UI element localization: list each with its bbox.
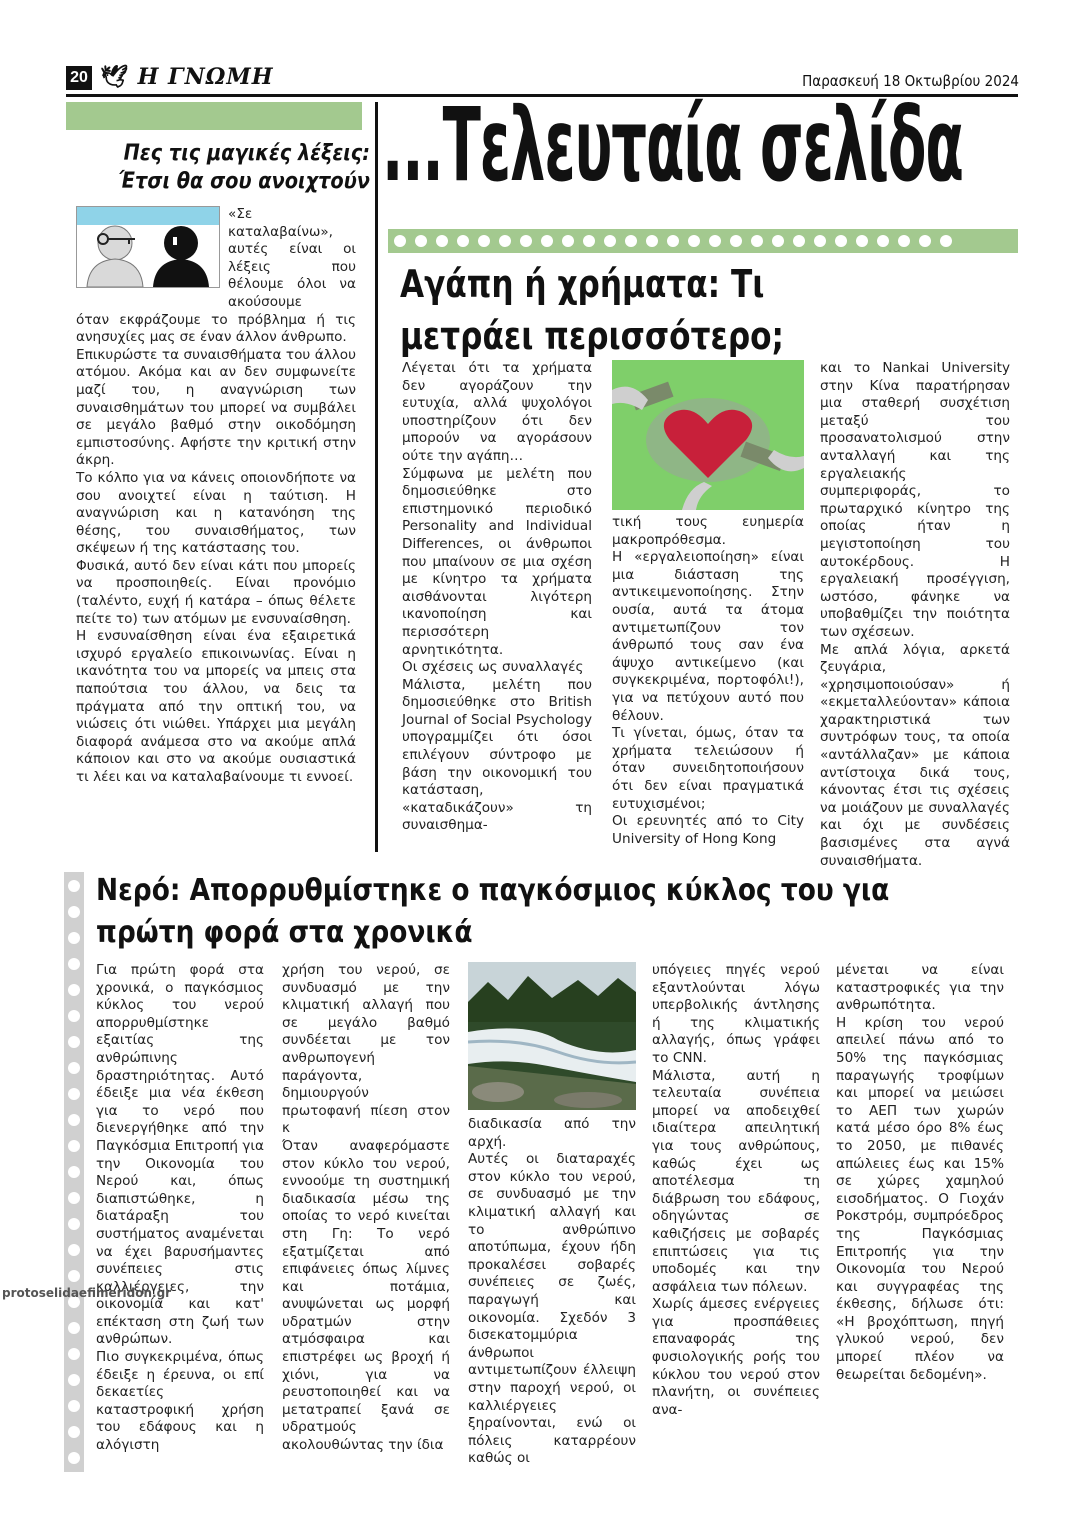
article2-paragraph: Λέγεται ότι τα χρήματα δεν αγοράζουν την ευτυχία, αλλά ψυχολόγοι υποστηρίζουν ότι δεν μπορούν να αγοράσουν ούτε την αγάπη… <box>402 360 592 464</box>
issue-date: Παρασκευή 18 Οκτωβρίου 2024 <box>802 72 1019 90</box>
article3-title-line2: πρώτη φορά στα χρονικά <box>96 915 473 950</box>
article3-col5 <box>836 962 1004 1384</box>
article1-green-bar <box>66 102 362 130</box>
article1-paragraph: Η ενσυναίσθηση είναι ένα εξαιρετικά ισχυρό εργαλείο επικοινωνίας. Είναι η ικανότητα του να μπορείς να μπεις στα παπούτσια του άλλου, να δεις τα πράγματα από την οπτική του, να νιώσεις ότι νιώθει. Υπάρχει μια μεγάλη διαφορά ανάμεσα στο να ακούμε απλά κάποιον και στο να ακούμε ουσιαστικά τι λέει και να καταλαβαίνουμε τι εννοεί. <box>76 628 356 785</box>
article1-paragraph: Φυσικά, αυτό δεν είναι κάτι που μπορείς να προσποιηθείς. Είναι προνόμιο (ταλέντο, ευχή ή κατάρα – όπως θέλετε πείτε το) των ατόμων με ενσυναίσθηση. <box>76 557 356 627</box>
article3-title-line1: Νερό: Απορρυθμίστηκε ο παγκόσμιος κύκλος του για <box>96 873 890 908</box>
article1-title-line1: Πες τις μαγικές λέξεις: <box>123 141 370 166</box>
article2-col3 <box>820 360 1010 870</box>
article3-paragraph: Η κρίση του νερού απειλεί πάνω από το 50% της παγκόσμιας παραγωγής τροφίμων και μπορεί να μειώσει το ΑΕΠ των χωρών κατά μέσο όρο 8% έως το 2050, με πιθανές απώλειες έως και 15% σε χώρες χαμηλού εισοδήματος. Ο Γιοχάν Ροκστρόμ, συμπρόεδρος της Παγκόσμιας Επιτροπής για την Οικονομία του Νερού και συγγραφέας της έκθεσης, δήλωσε ότι: «Η βροχόπτωση, πηγή γλυκού νερού, δεν μπορεί πλέον να θεωρείται δεδομένη». <box>836 1014 1004 1383</box>
article3-paragraph: Χωρίς άμεσες ενέργειες για προσπάθειες επαναφοράς της φυσιολογικής ροής του κύκλου του νερού στον πλανήτη, οι συνέπειες ανα- <box>652 1296 820 1418</box>
article3-paragraph: Αυτές οι διαταραχές στον κύκλο του νερού, σε συνδυασμό με την κλιματική αλλαγή και το ανθρώπινο αποτύπωμα, έχουν ήδη προκαλέσει σοβαρές συνέπειες σε ζωές, παραγωγή και οικονομία. Σχεδόν 3 δισεκατομμύρια άνθρωποι αντιμετωπίζουν έλλειψη στην παροχή νερού, οι καλλιέργειες ξηραίνονται, ενώ οι πόλεις καταρρέουν καθώς οι <box>468 1151 636 1467</box>
article3-paragraph: Όταν αναφερόμαστε στον κύκλο του νερού, εννοούμε τη συστημική διαδικασία μέσω της οποίας το νερό κινείται στη Γη: Το νερό εξατμίζεται από επιφάνειες όπως λίμνες και ποτάμια, ανυψώνεται ως μορφή υδρατμών στην ατμόσφαιρα και επιστρέφει ως βροχή ή χιόνι, για να ρευστοποιηθεί και να μετατραπεί ξανά σε υδρατμούς ακολουθώντας την ίδια <box>282 1137 450 1454</box>
article3-paragraph: διαδικασία από την αρχή. <box>468 1116 636 1150</box>
article3-paragraph: μένεται να είναι καταστροφικές για την ανθρωπότητα. <box>836 962 1004 1014</box>
column-divider <box>375 102 378 852</box>
article1-title-line2: Έτσι θα σου ανοιχτούν <box>118 169 370 194</box>
article2-paragraph: Η «εργαλειοποίηση» είναι μια διάσταση της αντικειμενοποίησης. Στην ουσία, αυτά τα άτομα αντιμετωπίζουν τον άνθρωπό τους σαν ένα άψυχο αντικείμενο (και συγκεκριμένα, πορτοφόλι!), για να πετύχουν αυτό που θέλουν. <box>612 549 804 724</box>
article2-paragraph: Μάλιστα, μελέτη που δημοσιεύθηκε στο British Journal of Social Psychology υπογραμμίζει ότι όσοι επιλέγουν σύντροφο με βάση την οικονομική του κατάσταση, «καταδικάζουν» τη συναισθημα- <box>402 676 592 834</box>
watermark: protoselidaefimeridon.gr <box>2 1286 172 1300</box>
river-landscape-icon <box>468 962 636 1110</box>
article3-col4 <box>652 962 820 1419</box>
article2-paragraph: τική τους ευημερία μακροπρόθεσμα. <box>612 514 804 548</box>
article3-filmstrip-border <box>64 872 84 1472</box>
article1-title <box>106 140 370 196</box>
article1-body <box>76 206 356 787</box>
article2-paragraph: Τι γίνεται, όμως, όταν τα χρήματα τελειώσουν ή όταν συνειδητοποιήσουν ότι δεν είναι πραγματικά ευτυχισμένοι; <box>612 725 804 812</box>
article1-paragraph: Το κόλπο για να κάνεις οποιονδήποτε να σου ανοιχτεί είναι η ταύτιση. Η αναγνώριση και η κατανόηση της θέσης, του συναισθήματος, των σκέψεων ή της κατάστασης του. <box>76 469 356 557</box>
article3-paragraph: Μάλιστα, αυτή η τελευταία συνέπεια μπορεί να αποδειχθεί ιδιαίτερα απειλητική για τους ανθρώπους, καθώς έχει ως αποτέλεσμα τη διάβρωση του εδάφους, οδηγώντας σε καθιζήσεις με σοβαρές επιπτώσεις για τις υποδομές και την ασφάλεια των πόλεων. <box>652 1067 820 1295</box>
article3-paragraph: χρήση του νερού, σε συνδυασμό με την κλιματική αλλαγή που σε μεγάλο βαθμό συνδέεται με τον ανθρωπογενή παράγοντα, δημιουργούν πρωτοφανή πίεση στον κ <box>282 962 450 1137</box>
section-title: ...Τελευταία σελίδα <box>382 86 963 205</box>
article1-intro: «Σε καταλαβαίνω», αυτές είναι οι λέξεις που θέλουμε όλοι να ακούσουμε <box>228 206 356 310</box>
article3-paragraph: Πιο συγκεκριμένα, όπως έδειξε η έρευνα, οι επί δεκαετίες καταστροφική χρήση του εδάφους και η αλόγιστη <box>96 1349 264 1454</box>
article3-paragraph: υπόγειες πηγές νερού εξαντλούνται λόγω υπερβολικής άντλησης ή της κλιματικής αλλαγής, όπως γράφει το CNN. <box>652 962 820 1066</box>
article2-paragraph: Οι ερευνητές από το City University of Hong Kong <box>612 813 804 847</box>
article3-photo-river <box>468 962 636 1110</box>
newspaper-brand <box>100 64 274 90</box>
article3-paragraph: Για πρώτη φορά στα χρονικά, ο παγκόσμιος κύκλος του νερού απορρυθμίστηκε εξαιτίας της ανθρώπινης δραστηριότητας. Αυτό έδειξε μια νέα έκθεση για το νερό που διενεργήθηκε από την Παγκόσμια Επιτροπή για την Οικονομία του Νερού και, όπως διαπιστώθηκε, η διατάραξη του συστήματος αναμένεται να έχει βαρυσήμαντες συνέπειες στις καλλιέργειες, την οικονομία και κατ' επέκταση στη ζωή των ανθρώπων. <box>96 962 264 1348</box>
page-number: 20 <box>66 66 92 90</box>
article3-col2 <box>282 962 450 1455</box>
article1-paragraph: Επικυρώστε τα συναισθήματα του άλλου ατόμου. Ακόμα και αν δεν συμφωνείτε μαζί του, η αναγνώριση των συναισθημάτων του μπορεί να συμβάλει σε μεγάλο βαθμό στην οικοδόμηση εμπιστοσύνης. Αφήστε την κριτική στην άκρη. <box>76 346 356 469</box>
article2-dot-bar <box>388 229 1018 253</box>
brand-bird-icon: 🕊 <box>100 64 129 90</box>
heart-hands-icon <box>612 360 804 510</box>
brand-name: Η ΓΝΩΜΗ <box>137 64 274 90</box>
article2-subheading: Οι σχέσεις ως συναλλαγές <box>402 659 584 676</box>
article2-title: Αγάπη ή χρήματα: Τι μετράει περισσότερο; <box>400 262 785 358</box>
article2-paragraph: Με απλά λόγια, αρκετά ζευγάρια, «χρησιμοποιούσαν» ή «εκμεταλλεύονταν» κάποια χαρακτηριστικά των συντρόφων τους, τα οποία «αντάλλαζαν» με κάποια αντίστοιχα δικά τους, κάνοντας έτσι τις σχέσεις να μοιάζουν με συναλλαγές και όχι με συνδέσεις βασισμένες στα αγνά συναισθήματα. <box>820 641 1010 869</box>
article1-paragraph: όταν εκφράζουμε το πρόβλημα ή τις ανησυχίες μας σε έναν άλλον άνθρωπο. <box>76 311 356 346</box>
article2-paragraph: Σύμφωνα με μελέτη που δημοσιεύθηκε στο επιστημονικό περιοδικό Personality and Individual Differences, οι άνθρωποι που μπαίνουν σε μια σχέση με κίνητρο τα χρήματα αισθάνονται λιγότερη ικανοποίηση και περισσότερη αρνητικότητα. <box>402 465 592 658</box>
article3-col1 <box>96 962 264 1455</box>
article2-photo-heart-money <box>612 360 804 510</box>
article2-col2 <box>612 514 804 848</box>
article2-col1 <box>402 360 592 835</box>
article3-title <box>96 870 906 954</box>
article2-paragraph: και το Nankai University στην Κίνα παρατήρησαν μια σταθερή συσχέτιση μεταξύ του προσανατολισμού στην ανταλλαγή και της εργαλειακής συμπεριφοράς, το πρωταρχικό κίνητρο της οποίας ήταν η μεγιστοποίηση του αυτοκέρδους. Η εργαλειακή προσέγγιση, ωστόσο, φάνηκε να υποβαθμίζει την ποιότητα των σχέσεων. <box>820 360 1010 640</box>
article3-col3 <box>468 1116 636 1468</box>
